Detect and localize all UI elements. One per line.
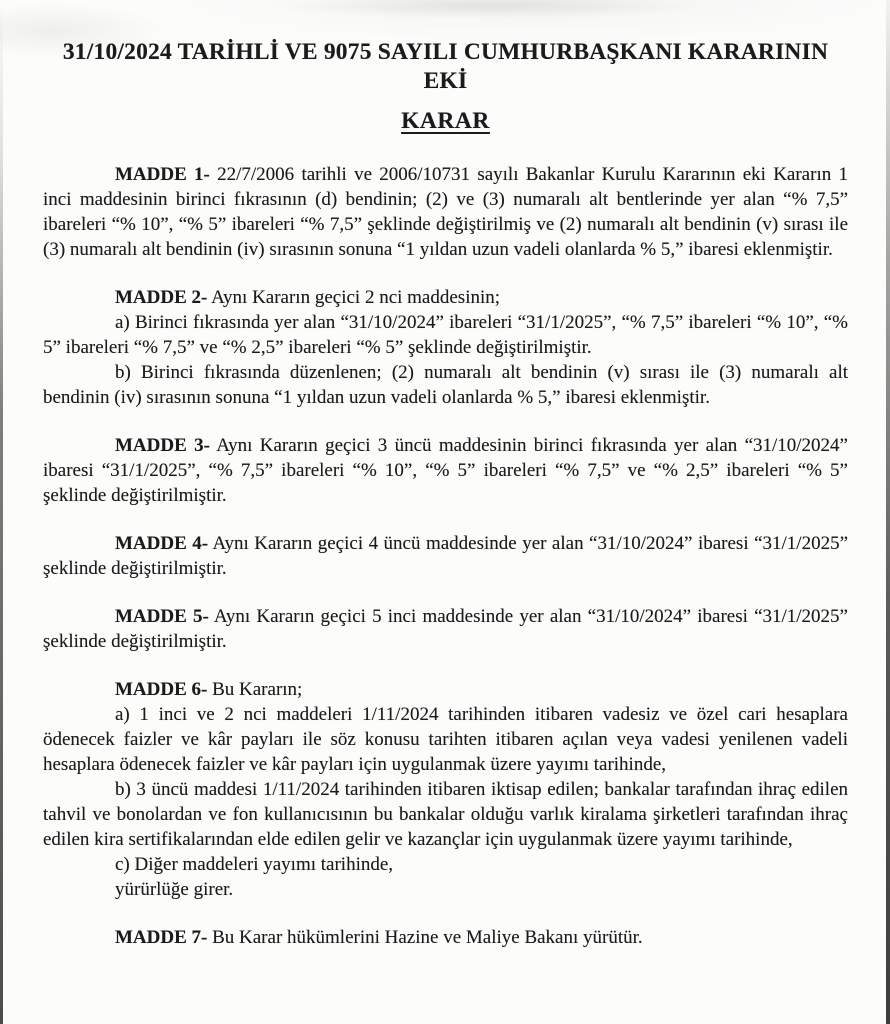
article-7 bbox=[43, 925, 848, 950]
article-7-text: Bu Karar hükümlerini Hazine ve Maliye Bakanı yürütür. bbox=[212, 926, 643, 948]
article-5-text: Aynı Kararın geçici 5 inci maddesinde yer alan “31/10/2024” ibaresi “31/1/2025” şeklinde değiştirilmiştir. bbox=[43, 605, 848, 652]
article-4-paragraph bbox=[43, 531, 848, 581]
article-6 bbox=[43, 677, 848, 902]
article-1 bbox=[43, 162, 848, 262]
article-6-closing: yürürlüğe girer. bbox=[115, 878, 234, 900]
article-2-item-a: a) Birinci fıkrasında yer alan “31/10/2024” ibareleri “31/1/2025”, “% 7,5” ibareleri “% 10”, “% 5” ibareleri “% 7,5” ve “% 2,5” ibareleri “% 5” şeklinde değiştirilmiştir. bbox=[43, 311, 848, 358]
scan-edge-left bbox=[0, 0, 3, 1024]
scan-edge-right bbox=[886, 0, 890, 1024]
article-3-paragraph bbox=[43, 433, 848, 508]
document-content bbox=[43, 38, 848, 950]
article-2-label: MADDE 2- bbox=[115, 286, 208, 308]
article-2-intro-paragraph bbox=[43, 285, 848, 310]
article-7-label: MADDE 7- bbox=[115, 926, 208, 948]
article-3 bbox=[43, 433, 848, 508]
article-3-label: MADDE 3- bbox=[115, 434, 210, 456]
article-2-item-b: b) Birinci fıkrasında düzenlenen; (2) numaralı alt bendinin (v) sırası ile (3) numaralı alt bendinin (iv) sırasının sonuna “1 yıldan uzun vadeli olanlarda % 5,” ibaresi eklenmiştir. bbox=[43, 361, 848, 408]
document-title: 31/10/2024 TARİHLİ VE 9075 SAYILI CUMHURBAŞKANI KARARININ EKİ bbox=[62, 39, 829, 95]
article-7-paragraph bbox=[43, 925, 848, 950]
article-1-text: 22/7/2006 tarihli ve 2006/10731 sayılı Bakanlar Kurulu Kararının eki Kararın 1 inci maddesinin birinci fıkrasının (d) bendinin; (2) ve (3) numaralı alt bentlerinde yer alan “% 7,5” ibareleri “% 10”, “% 5” ibareleri “% 7,5” şeklinde değiştirilmiş ve (2) numaralı alt bendinin (v) sırası ile (3) numaralı alt bendinin (iv) sırasının sonuna “1 yıldan uzun vadeli olanlarda % 5,” ibaresi eklenmiştir. bbox=[43, 163, 848, 260]
article-6-intro-text: Bu Kararın; bbox=[212, 678, 303, 700]
article-6-label: MADDE 6- bbox=[115, 678, 208, 700]
article-4 bbox=[43, 531, 848, 581]
article-1-label: MADDE 1- bbox=[115, 163, 210, 185]
article-6-item-c: c) Diğer maddeleri yayımı tarihinde, bbox=[115, 853, 394, 875]
article-2-intro-text: Aynı Kararın geçici 2 nci maddesinin; bbox=[211, 286, 501, 308]
article-4-label: MADDE 4- bbox=[115, 532, 209, 554]
article-5-paragraph bbox=[43, 604, 848, 654]
article-3-text: Aynı Kararın geçici 3 üncü maddesinin birinci fıkrasında yer alan “31/10/2024” ibaresi “31/1/2025”, “% 7,5” ibareleri “% 10”, “% 5” ibareleri “% 7,5” ve “% 2,5” ibareleri “% 5” şeklinde değiştirilmiştir. bbox=[43, 434, 848, 506]
article-6-intro-paragraph bbox=[43, 677, 848, 702]
article-4-text: Aynı Kararın geçici 4 üncü maddesinde yer alan “31/10/2024” ibaresi “31/1/2025” şeklinde değiştirilmiştir. bbox=[43, 532, 848, 579]
article-1-paragraph bbox=[43, 162, 848, 262]
document-body bbox=[43, 162, 848, 950]
article-5-label: MADDE 5- bbox=[115, 605, 209, 627]
document-subtitle: KARAR bbox=[401, 107, 490, 134]
article-2 bbox=[43, 285, 848, 410]
article-6-item-a: a) 1 inci ve 2 nci maddeleri 1/11/2024 tarihinden itibaren vadesiz ve özel cari hesaplara ödenecek faizler ve kâr payları ile söz konusu tarihten itibaren açılan veya vadesi yenilenen vadeli hesaplara ödenecek faizler ve kâr payları için uygulanmak üzere yayımı tarihinde, bbox=[43, 703, 848, 775]
article-6-item-b: b) 3 üncü maddesi 1/11/2024 tarihinden itibaren iktisap edilen; bankalar tarafından ihraç edilen tahvil ve bonolardan ve fon kullanıcısının bu bankalar olduğu varlık kiralama şirketleri tarafından ihraç edilen kira sertifikalarından elde edilen gelir ve kazançlar için uygulanmak üzere yayımı tarihinde, bbox=[43, 778, 848, 850]
article-5 bbox=[43, 604, 848, 654]
